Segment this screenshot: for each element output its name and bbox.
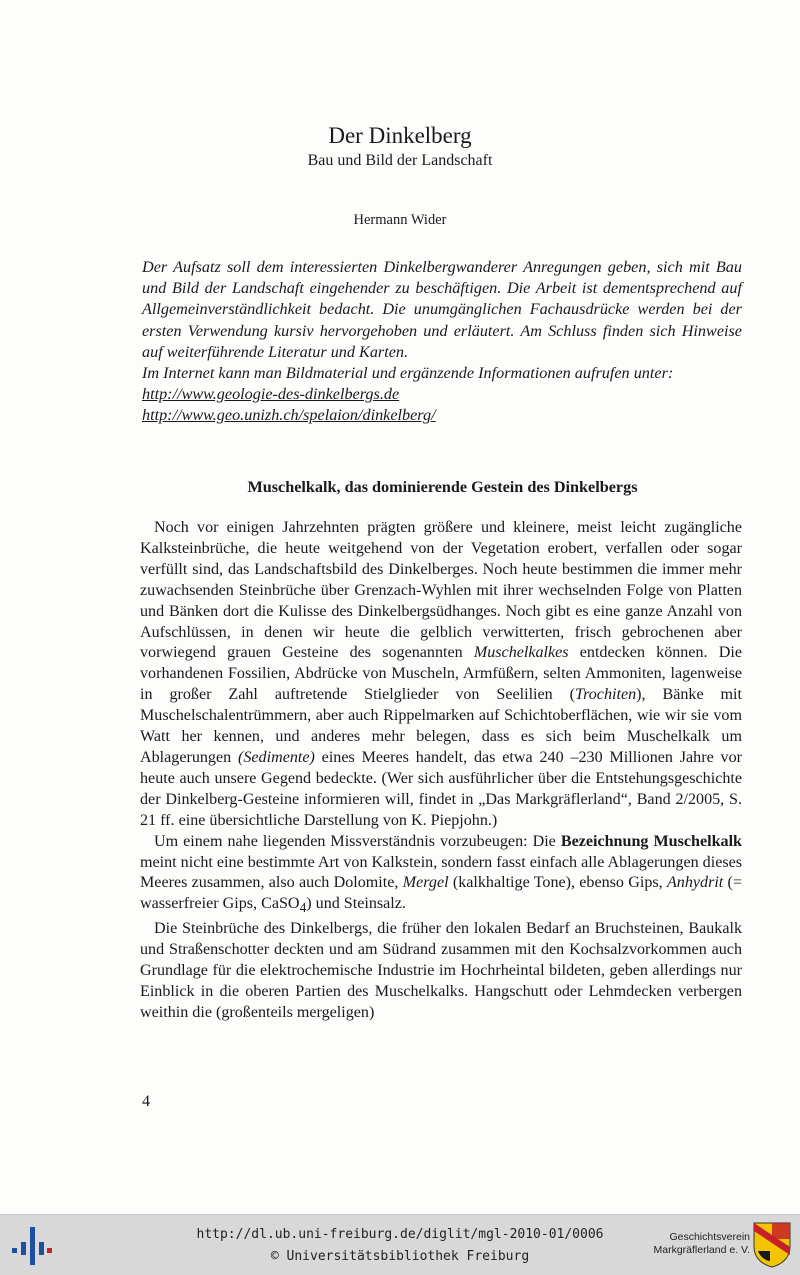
footer-url[interactable]: http://dl.ub.uni-freiburg.de/diglit/mgl-2010-01/0006 xyxy=(196,1227,604,1242)
society-line-1: Geschichtsverein xyxy=(669,1231,750,1243)
abstract-internet-line: Im Internet kann man Bildmaterial und ergänzende Informationen aufrufen unter: xyxy=(142,364,674,383)
viewer-footer xyxy=(0,1214,800,1275)
abstract xyxy=(142,257,742,427)
author-name: Hermann Wider xyxy=(353,212,447,228)
paragraph-1-text-a: Noch vor einigen Jahrzehnten prägten größere und kleinere, meist leicht zugängliche Kalksteinbrüche, die heute weitgehend von der Vegetation erobert, verfallen oder sogar verfüllt sind, das Landschaftsbild des Dinkelberges. Noch heute bestimmen die immer mehr zuwachsenden Steinbrüche über Grenzach-Wyhlen mit ihrer wechselnden Folge von Platten und Bänken dort die Kulisse des Dinkelbergsüdhanges. Noch gibt es eine ganze Anzahl von Aufschlüssen, in denen wir heute die gelblich verwitterten, frisch gebrochenen aber vorwiegend grauen Gesteine des sogenannten xyxy=(140,519,742,662)
term-anhydrit: Anhydrit xyxy=(666,874,724,892)
link-geologie-des-dinkelbergs[interactable]: http://www.geologie-des-dinkelbergs.de xyxy=(142,385,400,404)
abstract-text: Der Aufsatz soll dem interessierten Dinkelbergwanderer Anregungen geben, sich mit Bau und Bild der Landschaft eingehender zu beschäftigen. Die Arbeit ist dementsprechend auf Allgemeinverständlichkeit bedacht. Die unumgänglichen Fachausdrücke werden bei der ersten Verwendung kursiv hervorgehoben und erläutert. Am Schluss finden sich Hinweise auf weiterführende Literatur und Karten. xyxy=(142,258,742,361)
paragraph-2 xyxy=(140,832,742,920)
footer-copyright: © Universitätsbibliothek Freiburg xyxy=(270,1249,530,1264)
page-number: 4 xyxy=(142,1093,150,1110)
paragraph-2-text-g: (= wasserfreier Gips, CaSO xyxy=(140,874,742,913)
link-geo-unizh-spelaion[interactable]: http://www.geo.unizh.ch/spelaion/dinkelberg/ xyxy=(142,406,436,425)
subscript-4: 4 xyxy=(299,900,307,916)
paragraph-1-text-c: entdecken können. Die vorhandenen Fossilien, Abdrücke von Muscheln, Armfüßern, selten Ammoniten, lagenweise in großer Zahl auftretende Stielglieder von Seelilien ( xyxy=(140,644,742,704)
paragraph-1-text-g: eines Meeres handelt, das etwa 240 –230 Millionen Jahre vor heute auch unsere Gegend bedeckte. (Wer sich ausführlicher über die Entstehungsgeschichte der Dinkelberg-Gesteine informieren will, findet in „Das Markgräflerland“, Band 2/2005, S. 21 ff. eine übersichtliche Darstellung von K. Piepjohn.) xyxy=(140,748,743,829)
paragraph-2-text-a: Um einem nahe liegenden Missverständnis vorzubeugen: Die xyxy=(154,832,561,850)
society-name xyxy=(620,1231,750,1257)
paragraph-2-text-c: meint nicht eine bestimmte Art von Kalkstein, sondern fasst einfach alle Ablagerungen dieses Meeres zusammen, also auch Dolomite, xyxy=(140,853,743,892)
term-mergel: Mergel xyxy=(402,874,449,892)
section-heading: Muschelkalk, das dominierende Gestein des Dinkelbergs xyxy=(247,478,638,496)
page-title: Der Dinkelberg xyxy=(328,123,472,148)
paragraph-2-text-e: (kalkhaltige Tone), ebenso Gips, xyxy=(448,874,667,892)
term-sedimente: (Sedimente) xyxy=(238,748,315,766)
paragraph-2-text-h: ) und Steinsalz. xyxy=(306,895,406,913)
paragraph-1-text-e: ), Bänke mit Muschelschalentrümmern, aber auch Rippelmarken auf Schichtoberflächen, wie wir sie vom Watt her kennen, und anderes mehr belegen, dass es sich beim Muschelkalk um Ablagerungen xyxy=(140,686,742,766)
term-muschelkalkes: Muschelkalkes xyxy=(473,644,569,662)
paragraph-1 xyxy=(140,518,742,832)
body-text xyxy=(140,518,742,1024)
paragraph-3: Die Steinbrüche des Dinkelbergs, die früher den lokalen Bedarf an Bruchsteinen, Baukalk und Straßenschotter deckten und am Südrand zusammen mit den Kochsalzvorkommen auch Grundlage für die elektrochemische Industrie im Hochrheintal bildeten, geben allerdings nur Einblick in die oberen Partien des Muschelkalks. Hangschutt oder Lehmdecken verbergen weithin die (großenteils mergeligen) xyxy=(140,920,742,1022)
page-subtitle: Bau und Bild der Landschaft xyxy=(307,152,493,169)
society-line-2: Markgräflerland e. V. xyxy=(653,1244,750,1256)
coat-of-arms-icon xyxy=(752,1221,792,1269)
term-trochiten: Trochiten xyxy=(575,686,637,704)
term-bezeichnung-muschelkalk: Bezeichnung Muschelkalk xyxy=(560,832,742,850)
